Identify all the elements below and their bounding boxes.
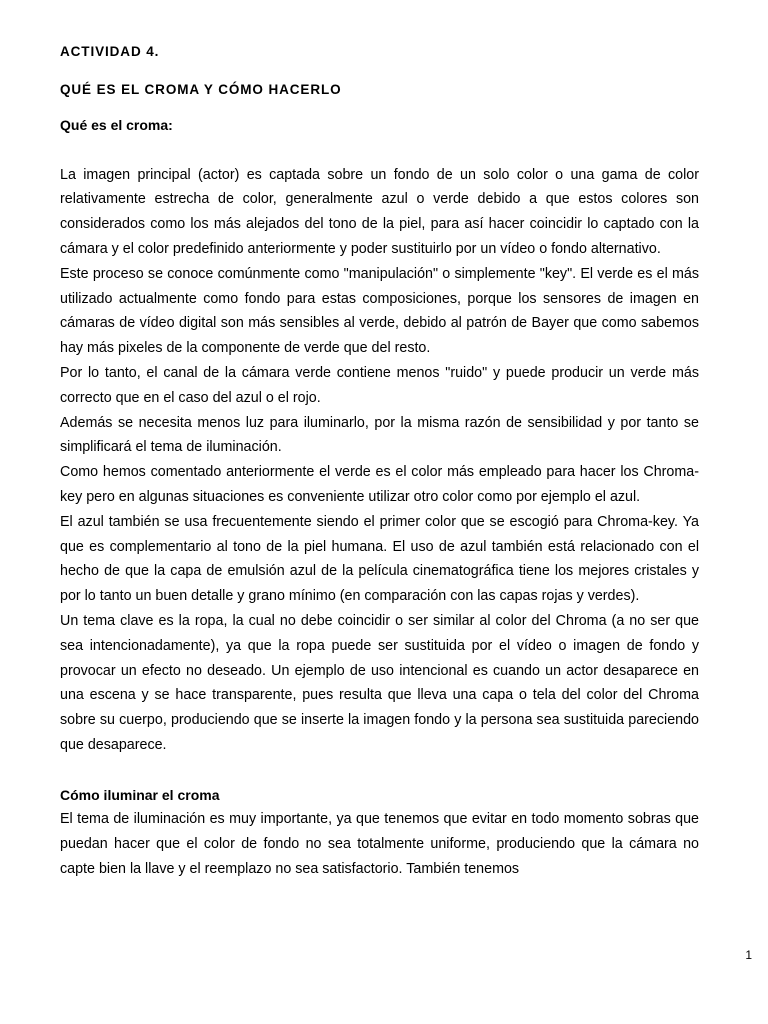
paragraph: El azul también se usa frecuentemente siendo el primer color que se escogió para Chroma-key. Ya que es complementario al tono de la piel humana. El uso de azul también está relacionado con el hecho de que la capa de emulsión azul de la película cinematográfica tiene los mejores cristales y por lo tanto un buen detalle y grano mínimo (en comparación con las capas rojas y verdes). <box>60 513 699 605</box>
section-heading-lighting-chroma: Cómo iluminar el croma <box>60 786 220 803</box>
page-number: 1 <box>745 948 752 962</box>
section-heading-what-is-chroma: Qué es el croma: <box>60 117 173 133</box>
page-content <box>60 41 699 882</box>
paragraph: Por lo tanto, el canal de la cámara verde contiene menos "ruido" y puede producir un verde más correcto que en el caso del azul o el rojo. <box>60 364 699 406</box>
paragraph: El tema de iluminación es muy importante, ya que tenemos que evitar en todo momento sobras que puedan hacer que el color de fondo no sea totalmente uniforme, produciendo que la cámara no capte bien la llave y el reemplazo no sea satisfactorio. También tenemos <box>60 811 699 877</box>
paragraph: La imagen principal (actor) es captada sobre un fondo de un solo color o una gama de color relativamente estrecha de color, generalmente azul o verde debido a que estos colores son considerados como los más alejados del tono de la piel, para así hacer coincidir lo captado con la cámara y el color predefinido anteriormente y poder sustituirlo por un vídeo o fondo alternativo. <box>60 166 699 257</box>
paragraph: Un tema clave es la ropa, la cual no debe coincidir o ser similar al color del Chroma (a no ser que sea intencionadamente), ya que la ropa puede ser sustituida por el vídeo o imagen de fondo y provocar un efecto no deseado. Un ejemplo de uso intencional es cuando un actor desaparece en una escena y se hace transparente, pues resulta que lleva una capa o tela del color del Chroma sobre su cuerpo, produciendo que se inserte la imagen fondo y la persona sea sustituida pareciendo que desaparece. <box>60 612 699 753</box>
paragraph: Como hemos comentado anteriormente el verde es el color más empleado para hacer los Chroma-key pero en algunas situaciones es conveniente utilizar otro color como por ejemplo el azul. <box>60 464 699 505</box>
paragraph: Este proceso se conoce comúnmente como "manipulación" o simplemente "key". El verde es el más utilizado actualmente como fondo para estas composiciones, porque los sensores de imagen en cámaras de vídeo digital son más sensibles al verde, debido al patrón de Bayer que como sabemos hay más pixeles de la componente de verde que del resto. <box>60 265 699 357</box>
activity-heading: ACTIVIDAD 4. <box>60 44 160 59</box>
paragraph: Además se necesita menos luz para iluminarlo, por la misma razón de sensibilidad y por tanto se simplificará el tema de iluminación. <box>60 414 699 456</box>
document-title: QUÉ ES EL CROMA Y CÓMO HACERLO <box>60 82 342 97</box>
